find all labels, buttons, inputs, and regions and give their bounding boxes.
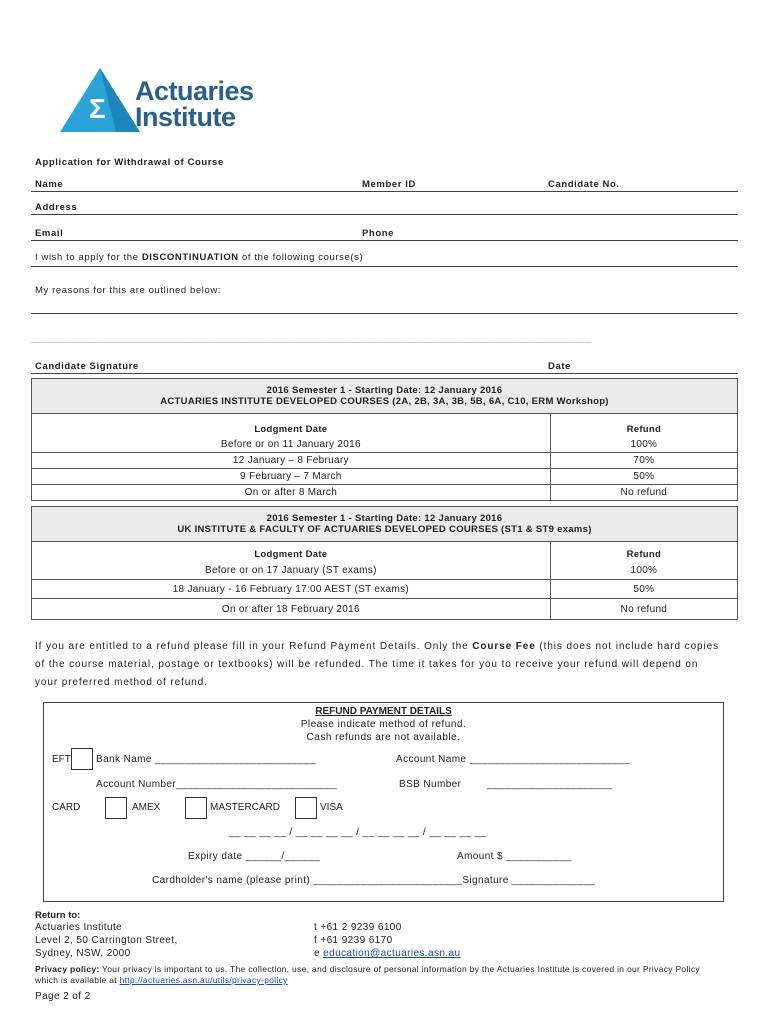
table1-col-date: Lodgment Date [32, 414, 551, 438]
logo-symbol: Σ [89, 93, 106, 124]
cardholder-name-field[interactable]: Cardholder's name (please print) _________________________Signature ______________ [152, 875, 596, 886]
reasons-label: My reasons for this are outlined below: [35, 285, 222, 296]
date-label: Date [548, 361, 571, 372]
table1-col-refund: Refund [550, 414, 737, 438]
return-address2: Sydney, NSW, 2000 [35, 948, 131, 959]
email-phone-field[interactable] [31, 240, 738, 241]
table1-heading1: 2016 Semester 1 - Starting Date: 12 January 2016 [266, 385, 503, 396]
account-number-field[interactable]: Account Number___________________________ [96, 779, 338, 790]
table-row: Before or on 11 January 2016 100% [32, 437, 738, 453]
phone-label: Phone [362, 228, 395, 239]
amex-checkbox[interactable] [105, 797, 127, 819]
table1-header [32, 379, 738, 414]
eft-label: EFT [52, 754, 71, 765]
discontinuation-text: I wish to apply for the DISCONTINUATION of the following course(s) [35, 252, 364, 263]
address-field[interactable] [31, 214, 738, 215]
address-label: Address [35, 202, 78, 213]
privacy-link[interactable]: http://actuaries.asn.au/utils/privacy-policy [119, 975, 288, 985]
logo-line2: Institute [135, 102, 236, 132]
candidate-signature-label: Candidate Signature [35, 361, 139, 372]
account-name-field[interactable]: Account Name ___________________________ [396, 754, 631, 765]
mastercard-checkbox[interactable] [185, 797, 207, 819]
return-fax: f +61 9239 6170 [314, 935, 393, 946]
visa-checkbox[interactable] [295, 797, 317, 819]
signature-field[interactable] [31, 373, 738, 374]
amount-field[interactable]: Amount $ ___________ [457, 851, 572, 862]
table2-heading2: UK INSTITUTE & FACULTY OF ACTUARIES DEVELOPED COURSES (ST1 & ST9 exams) [177, 524, 592, 535]
course-field[interactable] [31, 266, 738, 267]
candidate-no-label: Candidate No. [548, 179, 620, 190]
table1-heading2: ACTUARIES INSTITUTE DEVELOPED COURSES (2A, 2B, 3A, 3B, 5B, 6A, C10, ERM Workshop) [160, 396, 609, 407]
table2-header [32, 507, 738, 542]
form-title: Application for Withdrawal of Course [35, 157, 224, 168]
payment-line2: Cash refunds are not available. [306, 732, 461, 743]
expiry-date-field[interactable]: Expiry date ______/______ [188, 851, 321, 862]
name-field[interactable] [31, 191, 738, 192]
return-org: Actuaries Institute [35, 922, 123, 933]
table2-heading1: 2016 Semester 1 - Starting Date: 12 January 2016 [266, 513, 503, 524]
amex-label: AMEX [132, 802, 161, 813]
page-number: Page 2 of 2 [35, 991, 91, 1002]
visa-label: VISA [320, 802, 343, 813]
refund-table-uk [31, 506, 738, 620]
return-to-label: Return to: [35, 910, 81, 921]
table2-col-date: Lodgment Date [32, 542, 551, 563]
logo [58, 66, 258, 134]
table-row: On or after 8 March No refund [32, 485, 738, 501]
table-row: 12 January – 8 February 70% [32, 453, 738, 469]
return-phone: t +61 2 9239 6100 [314, 922, 402, 933]
refund-table-institute [31, 378, 738, 501]
privacy-policy: Privacy policy: Your privacy is important to us. The collection, use, and disclosure of personal information by the Actuaries Institute is covered in our Privacy Policy which is available at http://actuaries.asn.au/utils/privacy-policy [35, 964, 700, 985]
table-row: Before or on 17 January (ST exams) 100% [32, 562, 738, 580]
table-row: On or after 18 February 2016 No refund [32, 599, 738, 620]
table-row: 18 January - 16 February 17:00 AEST (ST exams) 50% [32, 580, 738, 599]
bank-name-field[interactable]: Bank Name ___________________________ [96, 754, 316, 765]
return-address1: Level 2, 50 Carrington Street, [35, 935, 178, 946]
refund-payment-box [43, 702, 724, 902]
name-label: Name [35, 179, 64, 190]
bsb-number-field[interactable]: _____________________ [487, 779, 613, 790]
reasons-field[interactable] [31, 313, 738, 314]
payment-title: REFUND PAYMENT DETAILS [315, 706, 452, 717]
card-number-field[interactable]: __ __ __ __ / __ __ __ __ / __ __ __ __ / __ __ __ __ [229, 827, 487, 838]
email-label: Email [35, 228, 64, 239]
table2-col-refund: Refund [550, 542, 737, 563]
member-id-label: Member ID [362, 179, 416, 190]
payment-line1: Please indicate method of refund. [300, 719, 467, 730]
mastercard-label: MASTERCARD [210, 802, 281, 813]
email-link[interactable]: education@actuaries.asn.au [323, 948, 461, 959]
bsb-number-label: BSB Number [399, 779, 462, 790]
reasons-dash-line: ____________________________________________________________________________________________________ [31, 333, 592, 343]
return-email-line: e education@actuaries.asn.au [314, 948, 461, 959]
logo-line1: Actuaries [135, 76, 254, 106]
card-label: CARD [52, 802, 81, 813]
table-row: 9 February – 7 March 50% [32, 469, 738, 485]
eft-checkbox[interactable] [71, 748, 93, 770]
refund-note: If you are entitled to a refund please fill in your Refund Payment Details. Only the Course Fee (this does not include hard copies of the course material, postage or textbooks) will be refunded. The time it takes for you to receive your refund will depend on your preferred method of refund. [35, 641, 719, 688]
